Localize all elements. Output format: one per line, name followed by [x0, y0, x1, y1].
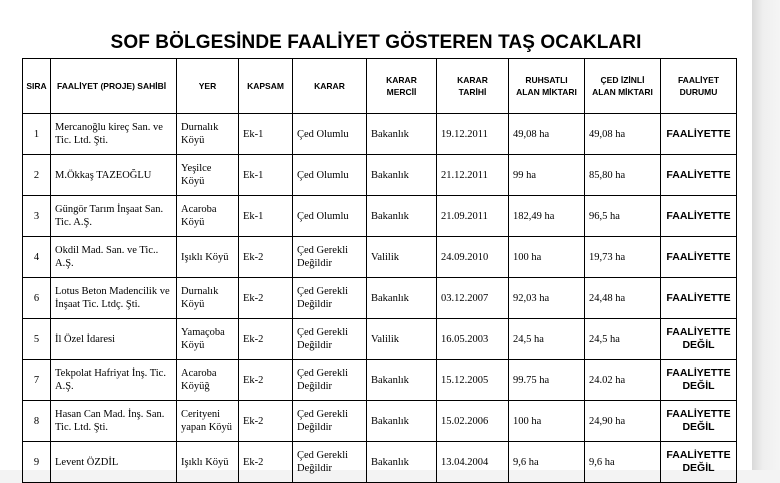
cell-yer: Yeşilce Köyü: [177, 155, 239, 196]
header-ced-alan: ÇED İZİNLİ ALAN MİKTARI: [585, 59, 661, 114]
cell-merci: Bakanlık: [367, 114, 437, 155]
table-row: [23, 319, 737, 360]
cell-kapsam: Ek-2: [239, 237, 293, 278]
cell-ced: 24,48 ha: [585, 278, 661, 319]
cell-ced: 24.02 ha: [585, 360, 661, 401]
cell-tarih: 15.02.2006: [437, 401, 509, 442]
cell-kapsam: Ek-2: [239, 442, 293, 483]
header-sahibi: FAALİYET (PROJE) SAHİBİ: [51, 59, 177, 114]
cell-yer: Durnalık Köyü: [177, 278, 239, 319]
cell-sahibi: M.Ökkaş TAZEOĞLU: [51, 155, 177, 196]
cell-ruhsatli: 100 ha: [509, 401, 585, 442]
cell-merci: Bakanlık: [367, 360, 437, 401]
cell-ced: 96,5 ha: [585, 196, 661, 237]
cell-durum: FAALİYETTE: [661, 196, 737, 237]
cell-merci: Bakanlık: [367, 401, 437, 442]
cell-sira: 2: [23, 155, 51, 196]
cell-merci: Valilik: [367, 319, 437, 360]
cell-durum: FAALİYETTE: [661, 155, 737, 196]
header-karar-merci: KARAR MERCİİ: [367, 59, 437, 114]
cell-sahibi: Levent ÖZDİL: [51, 442, 177, 483]
cell-ruhsatli: 182,49 ha: [509, 196, 585, 237]
cell-sira: 1: [23, 114, 51, 155]
cell-merci: Bakanlık: [367, 278, 437, 319]
cell-ced: 19,73 ha: [585, 237, 661, 278]
cell-sira: 9: [23, 442, 51, 483]
cell-sira: 3: [23, 196, 51, 237]
cell-karar: Çed Gerekli Değildir: [293, 442, 367, 483]
cell-kapsam: Ek-1: [239, 155, 293, 196]
table-row: [23, 360, 737, 401]
cell-kapsam: Ek-1: [239, 196, 293, 237]
cell-merci: Bakanlık: [367, 442, 437, 483]
cell-yer: Acaroba Köyü: [177, 196, 239, 237]
cell-tarih: 03.12.2007: [437, 278, 509, 319]
document-title: SOF BÖLGESİNDE FAALİYET GÖSTEREN TAŞ OCAKLARI: [110, 32, 642, 53]
cell-ruhsatli: 100 ha: [509, 237, 585, 278]
page-edge-shadow: [752, 0, 780, 470]
cell-sahibi: Lotus Beton Madencilik ve İnşaat Tic. Ltdç. Şti.: [51, 278, 177, 319]
header-yer: YER: [177, 59, 239, 114]
cell-kapsam: Ek-2: [239, 319, 293, 360]
cell-yer: Yamaçoba Köyü: [177, 319, 239, 360]
cell-tarih: 15.12.2005: [437, 360, 509, 401]
cell-tarih: 19.12.2011: [437, 114, 509, 155]
header-sira: SIRA: [23, 59, 51, 114]
cell-ced: 49,08 ha: [585, 114, 661, 155]
cell-kapsam: Ek-1: [239, 114, 293, 155]
cell-ruhsatli: 99.75 ha: [509, 360, 585, 401]
table-row: [23, 196, 737, 237]
cell-sira: 5: [23, 319, 51, 360]
cell-karar: Çed Gerekli Değildir: [293, 278, 367, 319]
cell-durum: FAALİYETTE DEĞİL: [661, 319, 737, 360]
cell-yer: Işıklı Köyü: [177, 442, 239, 483]
cell-sira: 7: [23, 360, 51, 401]
cell-durum: FAALİYETTE: [661, 237, 737, 278]
cell-karar: Çed Gerekli Değildir: [293, 360, 367, 401]
table-header-row: [23, 59, 737, 114]
cell-ruhsatli: 9,6 ha: [509, 442, 585, 483]
cell-yer: Acaroba Köyüğ: [177, 360, 239, 401]
table-row: [23, 155, 737, 196]
cell-sahibi: Tekpolat Hafriyat İnş. Tic. A.Ş.: [51, 360, 177, 401]
cell-merci: Bakanlık: [367, 196, 437, 237]
table-row: [23, 114, 737, 155]
cell-karar: Çed Olumlu: [293, 155, 367, 196]
cell-yer: Işıklı Köyü: [177, 237, 239, 278]
cell-sahibi: Mercanoğlu kireç San. ve Tic. Ltd. Şti.: [51, 114, 177, 155]
cell-kapsam: Ek-2: [239, 401, 293, 442]
cell-yer: Cerityeni yapan Köyü: [177, 401, 239, 442]
cell-sira: 8: [23, 401, 51, 442]
cell-durum: FAALİYETTE: [661, 278, 737, 319]
header-kapsam: KAPSAM: [239, 59, 293, 114]
cell-karar: Çed Gerekli Değildir: [293, 237, 367, 278]
cell-karar: Çed Olumlu: [293, 114, 367, 155]
cell-karar: Çed Gerekli Değildir: [293, 401, 367, 442]
cell-tarih: 16.05.2003: [437, 319, 509, 360]
quarry-table: [22, 58, 737, 483]
cell-sahibi: Hasan Can Mad. İnş. San. Tic. Ltd. Şti.: [51, 401, 177, 442]
table-row: [23, 237, 737, 278]
cell-merci: Valilik: [367, 237, 437, 278]
cell-yer: Durnalık Köyü: [177, 114, 239, 155]
table-row: [23, 442, 737, 483]
cell-karar: Çed Gerekli Değildir: [293, 319, 367, 360]
cell-durum: FAALİYETTE DEĞİL: [661, 360, 737, 401]
cell-durum: FAALİYETTE DEĞİL: [661, 442, 737, 483]
cell-durum: FAALİYETTE: [661, 114, 737, 155]
cell-tarih: 21.09.2011: [437, 196, 509, 237]
cell-sahibi: Okdil Mad. San. ve Tic.. A.Ş.: [51, 237, 177, 278]
cell-merci: Bakanlık: [367, 155, 437, 196]
cell-sira: 4: [23, 237, 51, 278]
cell-tarih: 13.04.2004: [437, 442, 509, 483]
cell-ced: 24,5 ha: [585, 319, 661, 360]
header-karar: KARAR: [293, 59, 367, 114]
cell-ced: 85,80 ha: [585, 155, 661, 196]
cell-ruhsatli: 24,5 ha: [509, 319, 585, 360]
cell-sahibi: İl Özel İdaresi: [51, 319, 177, 360]
table-row: [23, 401, 737, 442]
cell-kapsam: Ek-2: [239, 360, 293, 401]
table-row: [23, 278, 737, 319]
cell-sira: 6: [23, 278, 51, 319]
cell-ced: 9,6 ha: [585, 442, 661, 483]
cell-ced: 24,90 ha: [585, 401, 661, 442]
cell-tarih: 24.09.2010: [437, 237, 509, 278]
header-faaliyet-durumu: FAALİYET DURUMU: [661, 59, 737, 114]
cell-kapsam: Ek-2: [239, 278, 293, 319]
cell-ruhsatli: 92,03 ha: [509, 278, 585, 319]
cell-sahibi: Güngör Tarım İnşaat San. Tic. A.Ş.: [51, 196, 177, 237]
cell-karar: Çed Olumlu: [293, 196, 367, 237]
cell-durum: FAALİYETTE DEĞİL: [661, 401, 737, 442]
cell-ruhsatli: 49,08 ha: [509, 114, 585, 155]
cell-ruhsatli: 99 ha: [509, 155, 585, 196]
header-karar-tarihi: KARAR TARİHİ: [437, 59, 509, 114]
cell-tarih: 21.12.2011: [437, 155, 509, 196]
header-ruhsatli-alan: RUHSATLI ALAN MİKTARI: [509, 59, 585, 114]
